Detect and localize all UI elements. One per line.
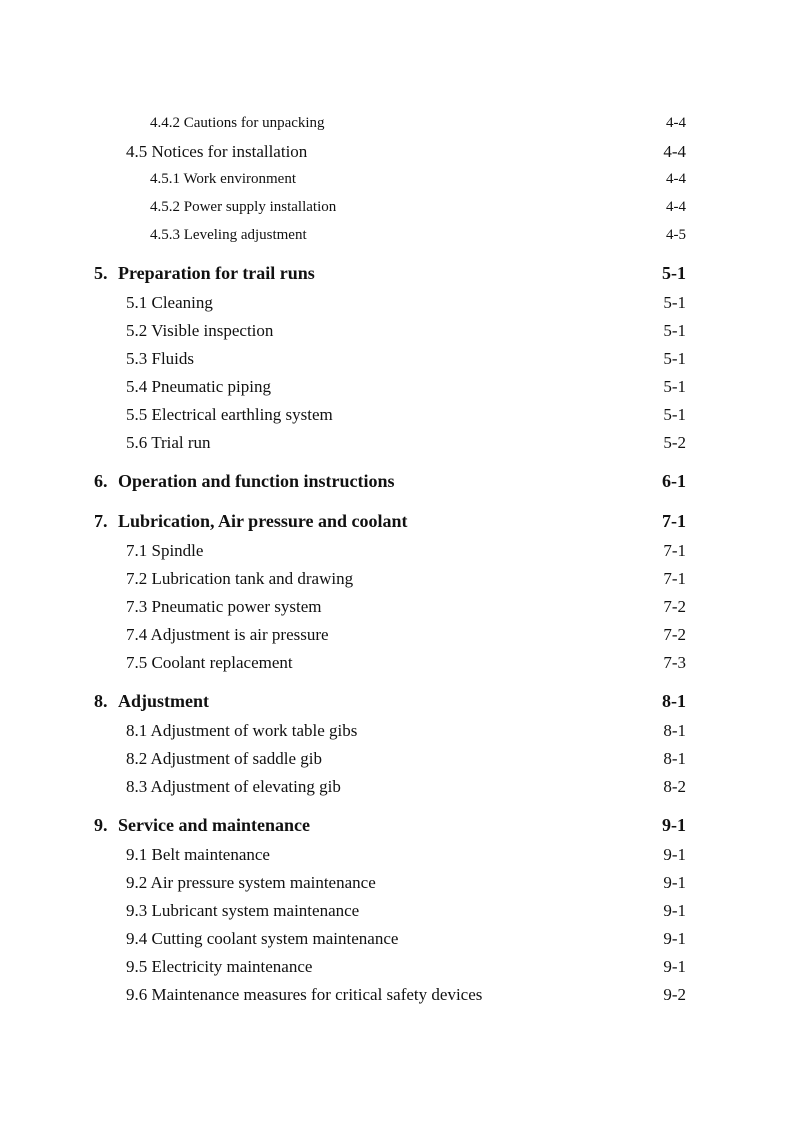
toc-entry-title: 5.4 Pneumatic piping <box>126 377 271 396</box>
toc-entry-page: 7-1 <box>663 569 686 588</box>
toc-entry-page: 5-2 <box>663 433 686 452</box>
toc-chapter-number: 8. <box>94 691 108 711</box>
toc-entry-page: 5-1 <box>663 321 686 340</box>
toc-entry-title: 5.5 Electrical earthling system <box>126 405 333 424</box>
toc-entry-page: 4-4 <box>666 115 686 131</box>
toc-entry-title: 8.3 Adjustment of elevating gib <box>126 777 341 796</box>
toc-entry-page: 4-4 <box>666 171 686 187</box>
toc-entry-title: 5.2 Visible inspection <box>126 321 274 340</box>
toc-entry-page: 7-2 <box>663 625 686 644</box>
toc-entry-title: 4.5.1 Work environment <box>150 171 296 187</box>
toc-chapter-number: 7. <box>94 511 108 531</box>
toc-entry <box>0 955 793 979</box>
toc-entry <box>0 196 793 220</box>
toc-entry-page: 7-1 <box>663 541 686 560</box>
toc-entry <box>0 347 793 371</box>
toc-entry <box>0 168 793 192</box>
toc-entry-page: 8-1 <box>663 749 686 768</box>
toc-chapter-label: Operation and function instructions <box>118 471 395 491</box>
toc-chapter-label: Service and maintenance <box>118 815 310 835</box>
toc-chapter-8 <box>0 690 793 714</box>
toc-entry-title: 9.1 Belt maintenance <box>126 845 270 864</box>
toc-entry-title: 5.1 Cleaning <box>126 293 213 312</box>
toc-entry-title: 4.4.2 Cautions for unpacking <box>150 115 325 131</box>
toc-entry <box>0 291 793 315</box>
toc-entry-page: 4-4 <box>666 199 686 215</box>
toc-entry <box>0 983 793 1007</box>
toc-chapter-7 <box>0 510 793 534</box>
toc-entry-title: 7.4 Adjustment is air pressure <box>126 625 329 644</box>
toc-chapter-9 <box>0 814 793 838</box>
toc-chapter-label: Lubrication, Air pressure and coolant <box>118 511 408 531</box>
toc-entry-page: 4-4 <box>663 142 686 161</box>
toc-entry <box>0 403 793 427</box>
toc-chapter-title <box>94 511 408 532</box>
toc-entry <box>0 623 793 647</box>
toc-entry <box>0 224 793 248</box>
toc-entry <box>0 140 793 164</box>
toc-entry <box>0 747 793 771</box>
toc-entry <box>0 375 793 399</box>
toc-entry-title: 7.1 Spindle <box>126 541 204 560</box>
toc-entry-title: 5.3 Fluids <box>126 349 195 368</box>
toc-entry-title: 9.4 Cutting coolant system maintenance <box>126 929 399 948</box>
toc-entry-title: 9.3 Lubricant system maintenance <box>126 901 360 920</box>
toc-chapter-title <box>94 815 310 836</box>
toc-entry-page: 7-3 <box>663 653 686 672</box>
toc-entry-page: 5-1 <box>662 263 686 283</box>
toc-chapter-label: Preparation for trail runs <box>118 263 315 283</box>
toc-entry <box>0 927 793 951</box>
toc-entry-title: 7.2 Lubrication tank and drawing <box>126 569 354 588</box>
toc-entry-page: 6-1 <box>662 471 686 491</box>
toc-entry-page: 5-1 <box>663 405 686 424</box>
toc-entry <box>0 431 793 455</box>
toc-entry-page: 9-1 <box>663 845 686 864</box>
toc-entry-page: 7-2 <box>663 597 686 616</box>
toc-entry-page: 8-1 <box>663 721 686 740</box>
toc-entry-page: 9-1 <box>663 901 686 920</box>
toc-chapter-number: 6. <box>94 471 108 491</box>
toc-chapter-label: Adjustment <box>118 691 210 711</box>
toc-entry-page: 8-2 <box>663 777 686 796</box>
toc-entry-page: 8-1 <box>662 691 686 711</box>
toc-entry-page: 4-5 <box>666 227 686 243</box>
toc-chapter-6 <box>0 470 793 494</box>
toc-chapter-title <box>94 691 209 712</box>
toc-entry <box>0 567 793 591</box>
toc-entry-page: 9-1 <box>663 873 686 892</box>
toc-entry-page: 5-1 <box>663 349 686 368</box>
toc-entry <box>0 843 793 867</box>
toc-entry <box>0 871 793 895</box>
toc-chapter-number: 9. <box>94 815 108 835</box>
toc-entry <box>0 719 793 743</box>
toc-entry-title: 5.6 Trial run <box>126 433 211 452</box>
toc-entry-title: 8.1 Adjustment of work table gibs <box>126 721 358 740</box>
toc-entry <box>0 899 793 923</box>
toc-entry-page: 9-1 <box>663 929 686 948</box>
toc-chapter-title <box>94 471 395 492</box>
toc-entry <box>0 112 793 136</box>
toc-entry-title: 4.5 Notices for installation <box>126 142 308 161</box>
toc-entry-page: 5-1 <box>663 293 686 312</box>
toc-entry-title: 7.5 Coolant replacement <box>126 653 293 672</box>
toc-entry-title: 9.5 Electricity maintenance <box>126 957 313 976</box>
toc-entry-title: 9.6 Maintenance measures for critical safety devices <box>126 985 483 1004</box>
toc-chapter-5 <box>0 262 793 286</box>
toc-entry-page: 9-2 <box>663 985 686 1004</box>
toc-entry-page: 5-1 <box>663 377 686 396</box>
toc-entry-title: 7.3 Pneumatic power system <box>126 597 322 616</box>
toc-entry <box>0 595 793 619</box>
toc-entry-title: 4.5.2 Power supply installation <box>150 199 337 215</box>
toc-entry <box>0 775 793 799</box>
toc-entry <box>0 651 793 675</box>
toc-entry-title: 4.5.3 Leveling adjustment <box>150 227 307 243</box>
toc-entry <box>0 319 793 343</box>
toc-chapter-number: 5. <box>94 263 108 283</box>
toc-entry-title: 8.2 Adjustment of saddle gib <box>126 749 322 768</box>
toc-entry-page: 9-1 <box>663 957 686 976</box>
toc-entry-page: 7-1 <box>662 511 686 531</box>
toc-chapter-title <box>94 263 315 284</box>
toc-entry-title: 9.2 Air pressure system maintenance <box>126 873 376 892</box>
toc-entry <box>0 539 793 563</box>
toc-entry-page: 9-1 <box>662 815 686 835</box>
